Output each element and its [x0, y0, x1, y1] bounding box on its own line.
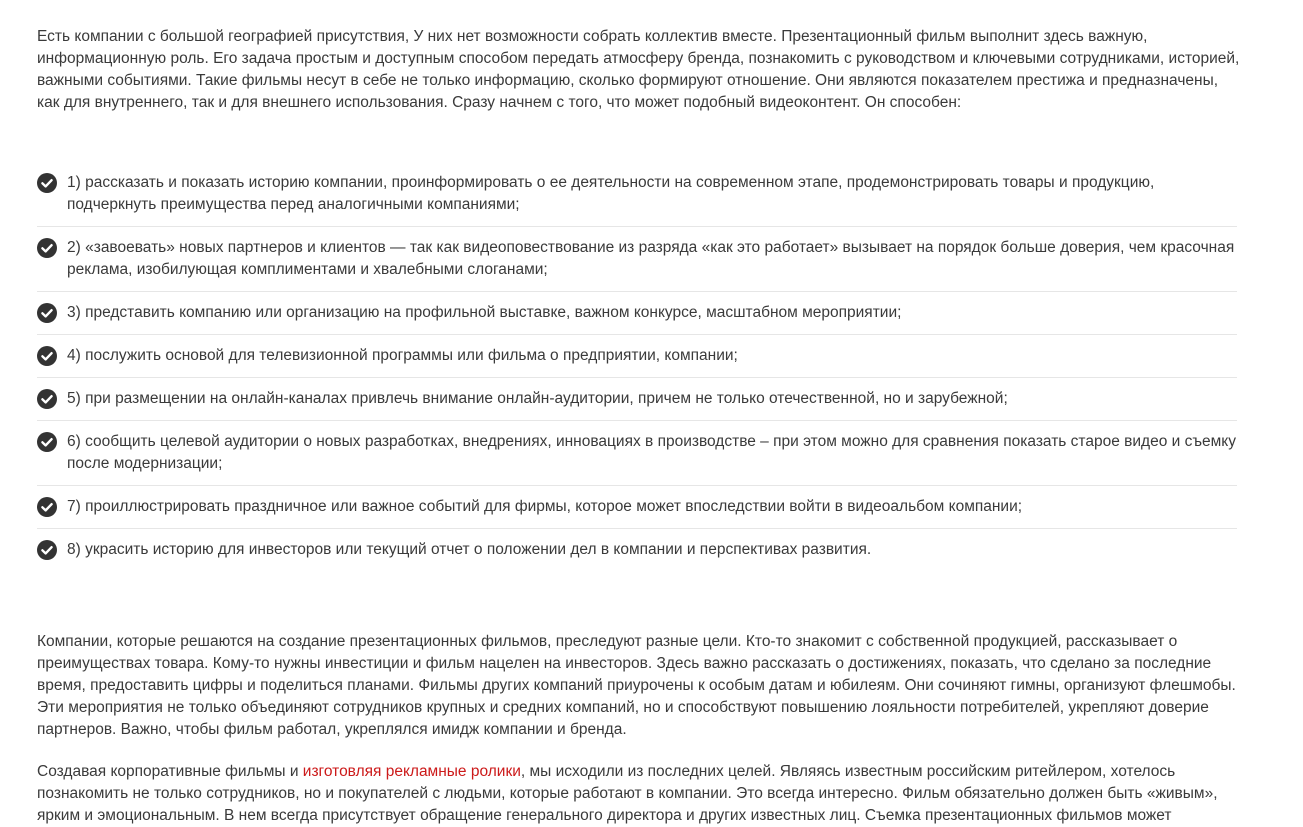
- article-content: [37, 26, 1242, 827]
- goals-paragraph: Компании, которые решаются на создание презентационных фильмов, преследуют разные цели. Кто-то знакомит с собственной продукцией, рассказывает о преимуществах товара. Кому-то нужны инвестиции и фильм нацелен на инвесторов. Здесь важно рассказать о достижениях, показать, что сделано за последние время, предоставить цифры и поделиться планами. Фильмы других компаний приурочены к особым датам и юбилеям. Они сочиняют гимны, организуют флешмобы. Эти мероприятия не только объединяют сотрудников крупных и средних компаний, но и способствуют повышению лояльности потребителей, укрепляют доверие партнеров. Важно, чтобы фильм работал, укреплялся имидж компании и бренда.: [37, 633, 1236, 738]
- list-item-text: 2) «завоевать» новых партнеров и клиентов — так как видеоповествование из разряда «как это работает» вызывает на порядок больше доверия, чем красочная реклама, изобилующая комплиментами и хвалебными слоганами;: [67, 239, 1235, 278]
- list-item-text: 7) проиллюстрировать праздничное или важное событий для фирмы, которое может впоследствии войти в видеоальбом компании;: [67, 498, 1023, 515]
- list-item-text: 5) при размещении на онлайн-каналах привлечь внимание онлайн-аудитории, причем не только отечественной, но и зарубежной;: [67, 390, 1008, 407]
- check-circle-icon: [37, 432, 57, 452]
- check-circle-icon: [37, 303, 57, 323]
- list-item: [37, 486, 1237, 529]
- list-item-text: 1) рассказать и показать историю компании, проинформировать о ее деятельности на современном этапе, продемонстрировать товары и продукцию, подчеркнуть преимущества перед аналогичными компаниями;: [67, 174, 1155, 213]
- list-item-text: 4) послужить основой для телевизионной программы или фильма о предприятии, компании;: [67, 347, 738, 364]
- list-item: [37, 421, 1237, 486]
- check-circle-icon: [37, 346, 57, 366]
- paragraph-text-start: Создавая корпоративные фильмы и: [37, 763, 303, 780]
- list-item: [37, 378, 1237, 421]
- check-circle-icon: [37, 389, 57, 409]
- advertising-videos-link[interactable]: изготовляя рекламные ролики: [302, 763, 521, 780]
- benefits-list: [37, 162, 1237, 571]
- intro-paragraph: Есть компании с большой географией присутствия, У них нет возможности собрать коллектив вместе. Презентационный фильм выполнит здесь важную, информационную роль. Его задача простым и доступным способом передать атмосферу бренда, познакомить с руководством и ключевыми сотрудниками, историей, важными событиями. Такие фильмы несут в себе не только информацию, сколько формируют отношение. Они являются показателем престижа и предназначены, как для внутреннего, так и для внешнего использования. Сразу начнем с того, что может подобный видеоконтент. Он способен:: [37, 28, 1240, 111]
- corporate-films-paragraph: [37, 761, 1242, 827]
- paragraph-text-end: , мы исходили из последних целей. Являясь известным российским ритейлером, хотелось познакомить не только сотрудников, но и покупателей с людьми, которые работают в компании. Это всегда интересно. Фильм обязательно должен быть «живым», ярким и эмоциональным. В нем всегда присутствует обращение генерального директора и других известных лиц. Съемка презентационных фильмов может: [37, 763, 1218, 824]
- list-item-text: 3) представить компанию или организацию на профильной выставке, важном конкурсе, масштабном мероприятии;: [67, 304, 902, 321]
- list-item-text: 6) сообщить целевой аудитории о новых разработках, внедрениях, инновациях в производстве – при этом можно для сравнения показать старое видео и съемку после модернизации;: [67, 433, 1237, 472]
- list-item-text: 8) украсить историю для инвесторов или текущий отчет о положении дел в компании и перспективах развития.: [67, 541, 872, 558]
- list-item: [37, 162, 1237, 227]
- check-circle-icon: [37, 238, 57, 258]
- check-circle-icon: [37, 540, 57, 560]
- list-item: [37, 227, 1237, 292]
- list-item: [37, 529, 1237, 571]
- list-item: [37, 292, 1237, 335]
- list-item: [37, 335, 1237, 378]
- check-circle-icon: [37, 497, 57, 517]
- check-circle-icon: [37, 173, 57, 193]
